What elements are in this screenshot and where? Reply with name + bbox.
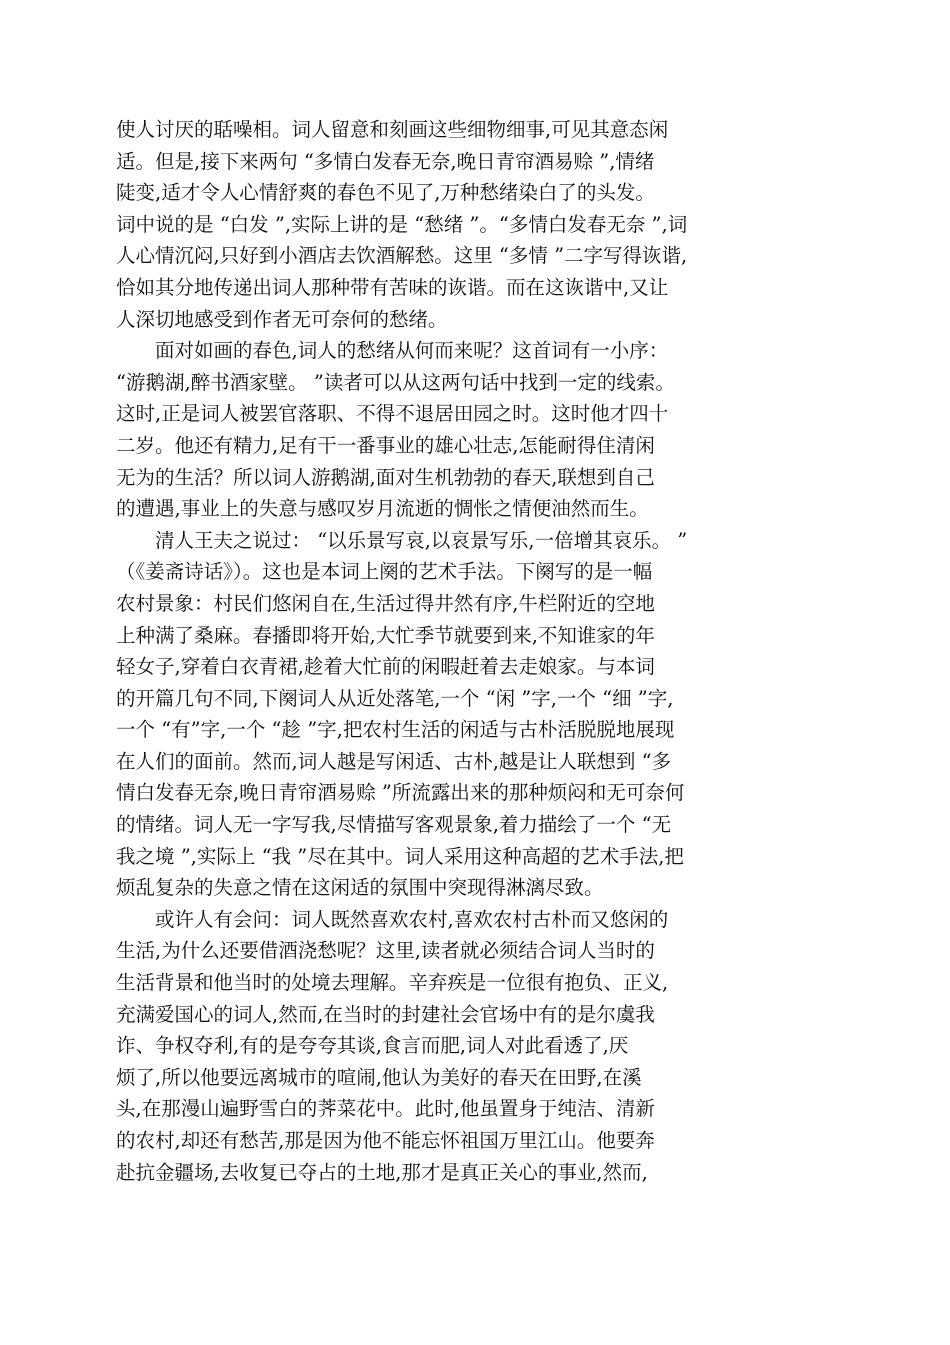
text-line: 使人讨厌的聒噪相。词人留意和刻画这些细物细事,可见其意态闲 — [116, 118, 669, 141]
text-line: 烦了,所以他要远离城市的喧闹,他认为美好的春天在田野,在溪 — [116, 1065, 642, 1089]
text-line: 陡变,适才令人心情舒爽的春色不见了,万种愁绪染白了的头发。 — [116, 181, 655, 205]
text-line: 上种满了桑麻。春播即将开始,大忙季节就要到来,不知谁家的年 — [116, 623, 655, 647]
paragraph-start-line: 清人王夫之说过： “以乐景写哀,以哀景写乐,一倍增其哀乐。 ” — [116, 528, 688, 552]
text-line: 词中说的是 “白发 ”,实际上讲的是 “愁绪 ”。“多情白发春无奈 ”,词 — [116, 212, 688, 236]
text-line: 的遭遇,事业上的失意与感叹岁月流逝的惆怅之情便油然而生。 — [116, 497, 649, 521]
text-line: 头,在那漫山遍野雪白的荠菜花中。此时,他虽置身于纯洁、清新 — [116, 1097, 655, 1121]
text-line: 生活,为什么还要借酒浇愁呢？这里,读者就必须结合词人当时的 — [116, 939, 655, 963]
text-line: 情白发春无奈,晚日青帘酒易赊 ”所流露出来的那种烦闷和无可奈何 — [116, 781, 685, 805]
text-line: 一个 “有”字,一个 “趁 ”字,把农村生活的闲适与古朴活脱脱地展现 — [116, 718, 675, 742]
text-line: 适。但是,接下来两句 “多情白发春无奈,晚日青帘酒易赊 ”,情绪 — [116, 149, 655, 173]
text-line: 我之境 ”,实际上 “我 ”尽在其中。词人采用这种高超的艺术手法,把 — [116, 844, 684, 868]
text-line: 人深切地感受到作者无可奈何的愁绪。 — [116, 307, 448, 331]
text-line: 的农村,却还有愁苦,那是因为他不能忘怀祖国万里江山。他要奔 — [116, 1129, 655, 1152]
paragraph-start-line: 面对如画的春色,词人的愁绪从何而来呢？这首词有一小序： — [116, 339, 669, 363]
text-line: 诈、争权夺利,有的是夸夸其谈,食言而肥,词人对此看透了,厌 — [116, 1034, 629, 1058]
text-line: 在人们的面前。然而,词人越是写闲适、古朴,越是让人联想到 “多 — [116, 749, 672, 773]
text-line: 农村景象：村民们悠闲自在,生活过得井然有序,牛栏附近的空地 — [116, 591, 655, 615]
text-line: 轻女子,穿着白衣青裙,趁着大忙前的闲暇赶着去走娘家。与本词 — [116, 655, 655, 679]
text-line: 的开篇几句不同,下阕词人从近处落笔,一个 “闲 ”字,一个 “细 ”字, — [116, 686, 674, 710]
text-line: 赴抗金疆场,去收复已夺占的土地,那才是真正关心的事业,然而, — [116, 1160, 648, 1184]
body-text — [116, 114, 796, 1188]
text-line: 人心情沉闷,只好到小酒店去饮酒解愁。这里 “多情 ”二字写得诙谐, — [116, 244, 688, 268]
text-line: （《姜斋诗话》）。这也是本词上阕的艺术手法。下阕写的是一幅 — [116, 560, 653, 584]
text-line: 生活背景和他当时的处境去理解。辛弃疾是一位很有抱负、正义, — [116, 971, 669, 995]
text-line: 的情绪。词人无一字写我,尽情描写客观景象,着力描绘了一个 “无 — [116, 813, 672, 837]
text-line: 充满爱国心的词人,然而,在当时的封建社会官场中有的是尔虞我 — [116, 1002, 655, 1026]
text-line: 烦乱复杂的失意之情在这闲适的氛围中突现得淋漓尽致。 — [116, 876, 604, 900]
text-line: 这时,正是词人被罢官落职、不得不退居田园之时。这时他才四十 — [116, 402, 669, 426]
paragraph-start-line: 或许人有会问：词人既然喜欢农村,喜欢农村古朴而又悠闲的 — [116, 907, 669, 931]
text-line: “游鹅湖,醉书酒家壁。 ”读者可以从这两句话中找到一定的线索。 — [116, 370, 675, 394]
text-line: 二岁。他还有精力,足有干一番事业的雄心壮志,怎能耐得住清闲 — [116, 433, 655, 457]
text-line: 恰如其分地传递出词人那种带有苦味的诙谐。而在这诙谐中,又让 — [116, 275, 669, 299]
text-line: 无为的生活？所以词人游鹅湖,面对生机勃勃的春天,联想到自己 — [116, 465, 655, 489]
